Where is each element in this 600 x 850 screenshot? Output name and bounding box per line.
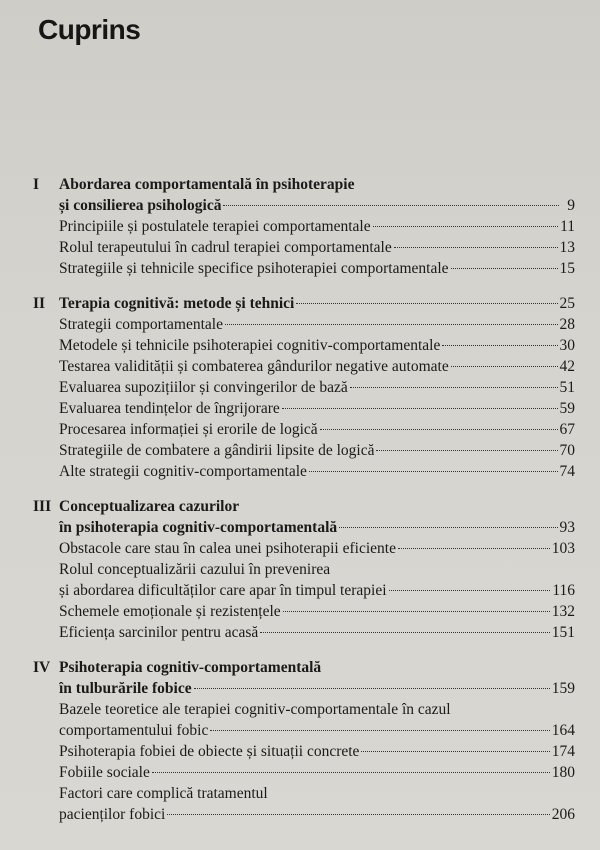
toc-entry [33,258,575,279]
entry-title: Metodele și tehnicile psihoterapiei cognitiv-comportamentale [59,337,441,354]
dot-leader [442,345,557,346]
page-number: 28 [559,316,575,333]
toc-entry [33,440,575,461]
chapter-number: III [33,498,52,515]
page-number: 30 [559,337,575,354]
toc-entry [33,398,575,419]
dot-leader [339,527,557,528]
entry-title: Bazele teoretice ale terapiei cognitiv-comportamentale în cazul [59,701,451,718]
entry-title: Eficiența sarcinilor pentru acasă [59,624,259,641]
toc-entry [33,601,575,622]
chapter-1 [33,174,575,279]
entry-title: Evaluarea supozițiilor și convingerilor de bază [59,379,348,396]
table-of-contents [33,174,575,839]
page-number: 159 [551,680,575,697]
chapter-4 [33,657,575,825]
toc-entry [33,783,575,804]
page-number: 13 [559,239,575,256]
chapter-2 [33,293,575,482]
toc-entry [33,699,575,720]
entry-title: și abordarea dificultăților care apar în timpul terapiei [59,582,387,599]
page-number: 70 [559,442,575,459]
dot-leader [398,548,550,549]
page-number: 103 [551,540,575,557]
toc-entry [33,356,575,377]
toc-entry [33,216,575,237]
entry-title: Rolul conceptualizării cazului în prevenirea [59,561,331,578]
toc-entry [33,314,575,335]
dot-leader [225,324,558,325]
page-number: 11 [560,218,575,235]
toc-entry [33,580,575,601]
chapter-heading-line [33,657,575,678]
entry-title: Schemele emoționale și rezistențele [59,603,281,620]
entry-title: pacienților fobici [59,806,166,823]
dot-leader [194,688,550,689]
dot-leader [282,408,558,409]
toc-entry [33,720,575,741]
page-number: 151 [551,624,575,641]
chapter-title: în psihoterapia cognitiv-comportamentală [59,519,338,536]
toc-entry [33,804,575,825]
entry-title: Evaluarea tendințelor de îngrijorare [59,400,280,417]
page-number: 42 [559,358,575,375]
toc-entry [33,622,575,643]
dot-leader [451,268,558,269]
toc-entry [33,377,575,398]
dot-leader [373,226,558,227]
page-number: 180 [551,764,575,781]
page-number: 74 [559,463,575,480]
dot-leader [283,611,550,612]
dot-leader [260,632,550,633]
toc-entry [33,419,575,440]
chapter-heading-line [33,678,575,699]
dot-leader [296,303,557,304]
toc-entry [33,461,575,482]
dot-leader [167,814,549,815]
dot-leader [394,247,558,248]
page-number: 132 [551,603,575,620]
chapter-heading-line [33,293,575,314]
toc-entry [33,762,575,783]
entry-title: Factori care complică tratamentul [59,785,268,802]
entry-title: Principiile și postulatele terapiei comportamentale [59,218,371,235]
page-number: 9 [567,197,575,214]
dot-leader [223,205,559,206]
dot-leader [376,450,557,451]
entry-title: Procesarea informației și erorile de logică [59,421,318,438]
page-number: 174 [551,743,575,760]
entry-title: Strategii comportamentale [59,316,223,333]
chapter-number: IV [33,659,51,676]
chapter-title: Terapia cognitivă: metode și tehnici [59,295,295,312]
page-number: 164 [551,722,575,739]
toc-entry [33,538,575,559]
page-number: 15 [559,260,575,277]
entry-title: comportamentului fobic [59,722,209,739]
chapter-heading-line [33,517,575,538]
toc-entry [33,559,575,580]
chapter-heading-line [33,174,575,195]
entry-title: Psihoterapia fobiei de obiecte și situații concrete [59,743,360,760]
dot-leader [350,387,558,388]
dot-leader [451,366,558,367]
entry-title: Obstacole care stau în calea unei psihoterapii eficiente [59,540,396,557]
toc-entry [33,741,575,762]
dot-leader [152,772,550,773]
chapter-number: II [33,295,46,312]
chapter-number: I [33,176,40,193]
entry-title: Strategiile și tehnicile specifice psihoterapiei comportamentale [59,260,449,277]
dot-leader [361,751,549,752]
entry-title: Testarea validității și combaterea gândurilor negative automate [59,358,449,375]
entry-title: Rolul terapeutului în cadrul terapiei comportamentale [59,239,392,256]
page-number: 116 [552,582,575,599]
chapter-title: în tulburările fobice [59,680,192,697]
chapter-title: Conceptualizarea cazurilor [59,498,240,515]
dot-leader [320,429,558,430]
page-number: 93 [559,519,575,536]
toc-entry [33,335,575,356]
chapter-heading-line [33,496,575,517]
page-number: 25 [559,295,575,312]
chapter-title: și consilierea psihologică [59,197,222,214]
chapter-3 [33,496,575,643]
entry-title: Alte strategii cognitiv-comportamentale [59,463,307,480]
page-title: Cuprins [38,14,141,45]
chapter-heading-line [33,195,575,216]
entry-title: Strategiile de combatere a gândirii lipsite de logică [59,442,375,459]
dot-leader [309,471,558,472]
toc-entry [33,237,575,258]
page-number: 67 [559,421,575,438]
chapter-title: Psihoterapia cognitiv-comportamentală [59,659,322,676]
page-number: 51 [559,379,575,396]
page-number: 206 [551,806,575,823]
chapter-title: Abordarea comportamentală în psihoterapie [59,176,355,193]
page-number: 59 [559,400,575,417]
entry-title: Fobiile sociale [59,764,150,781]
dot-leader [210,730,549,731]
dot-leader [389,590,551,591]
